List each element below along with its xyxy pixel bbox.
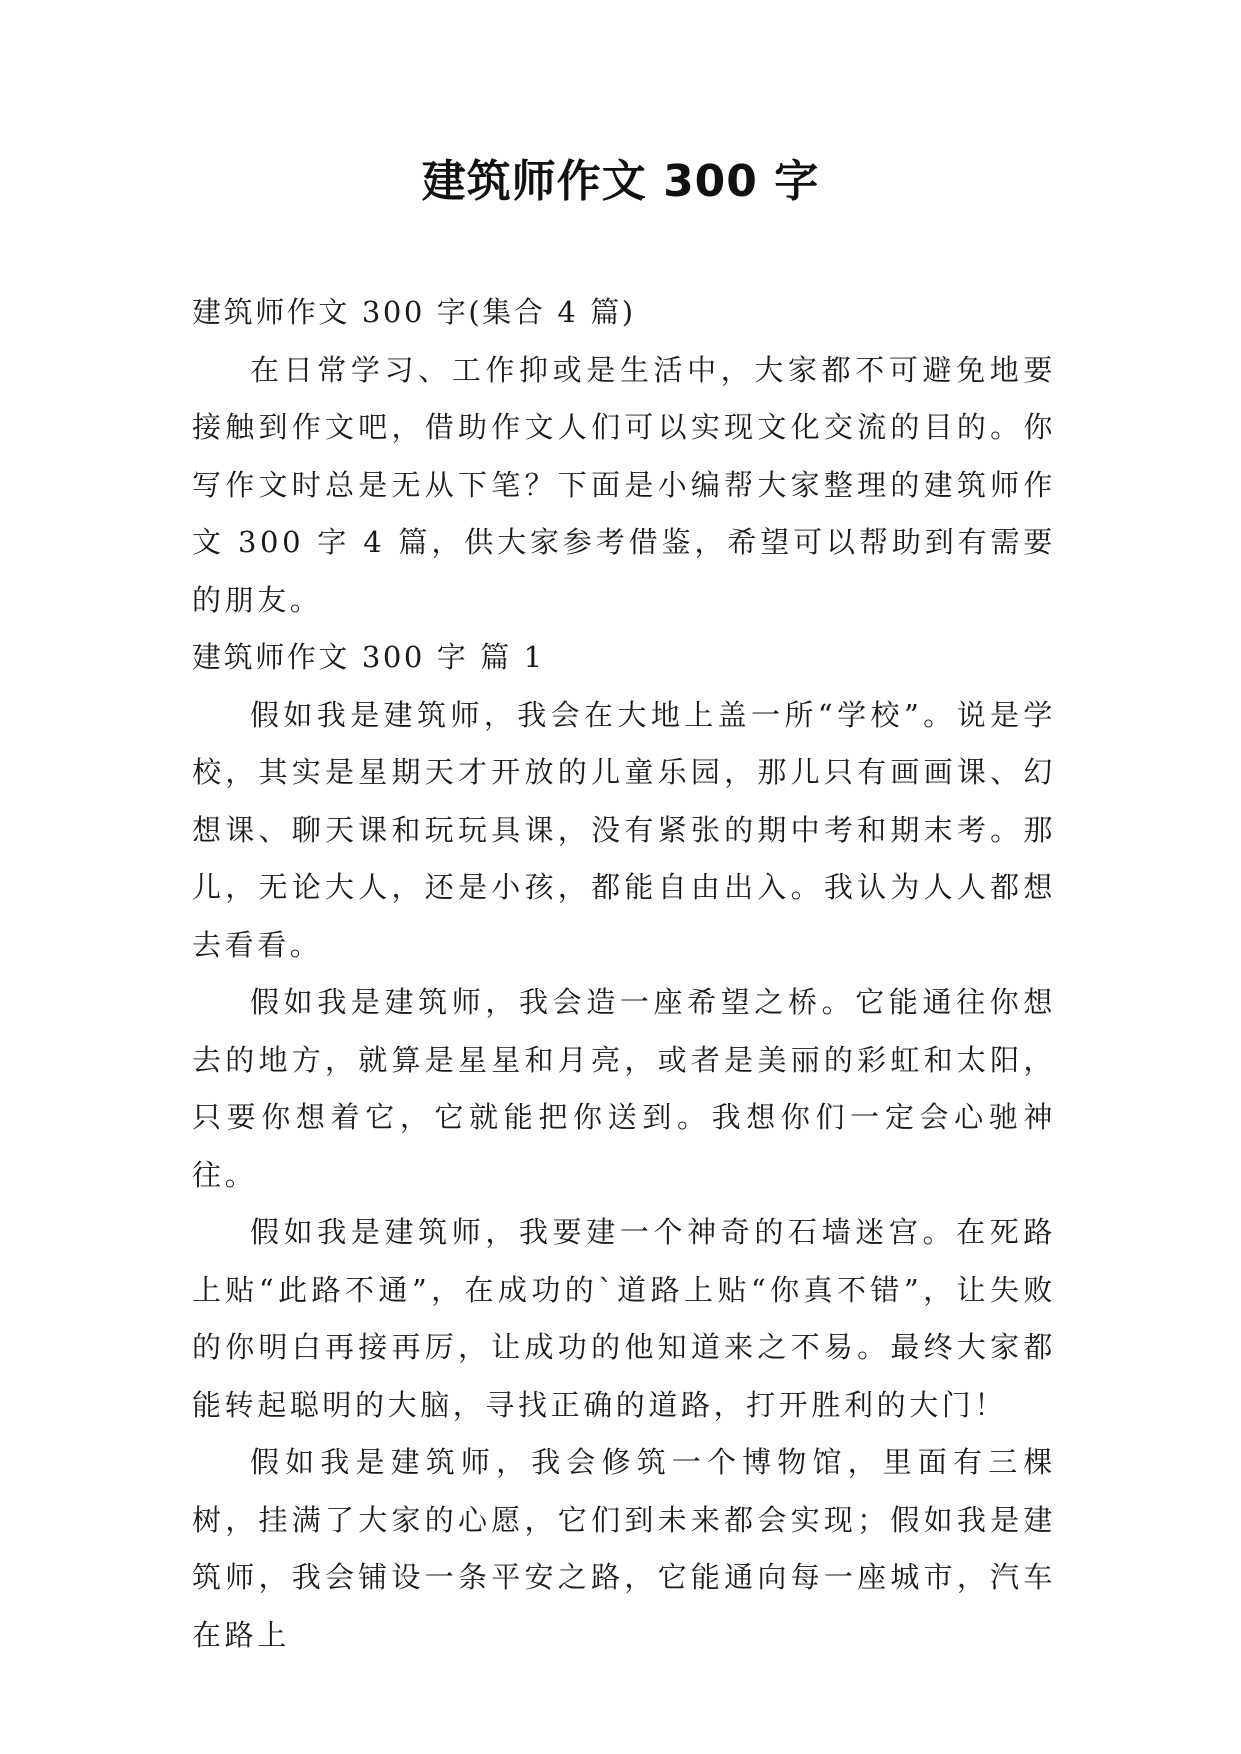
body-paragraph: 假如我是建筑师，我要建一个神奇的石墙迷宫。在死路上贴“此路不通”，在成功的`道路上贴“你真不错”，让失败的你明白再接再厉，让成功的他知道来之不易。最终大家都能转起聪明的大脑，寻找正确的道路，打开胜利的大门！ — [192, 1215, 1056, 1422]
body-paragraph: 假如我是建筑师，我会修筑一个博物馆，里面有三棵树，挂满了大家的心愿，它们到未来都会实现；假如我是建筑师，我会铺设一条平安之路，它能通向每一座城市，汽车在路上 — [192, 1445, 1056, 1652]
section-heading: 建筑师作文 300 字 篇 1 — [192, 640, 545, 674]
body-paragraph: 假如我是建筑师，我会在大地上盖一所“学校”。说是学校，其实是星期天才开放的儿童乐园，那儿只有画画课、幻想课、聊天课和玩玩具课，没有紧张的期中考和期末考。那儿，无论大人，还是小孩，都能自由出入。我认为人人都想去看看。 — [192, 697, 1056, 962]
document-subtitle: 建筑师作文 300 字(集合 4 篇) — [192, 295, 636, 329]
document-body — [192, 284, 1056, 1664]
body-paragraph: 假如我是建筑师，我会造一座希望之桥。它能通往你想去的地方，就算是星星和月亮，或者是美丽的彩虹和太阳，只要你想着它，它就能把你送到。我想你们一定会心驰神往。 — [192, 985, 1056, 1192]
intro-paragraph: 在日常学习、工作抑或是生活中，大家都不可避免地要接触到作文吧，借助作文人们可以实现文化交流的目的。你写作文时总是无从下笔？下面是小编帮大家整理的建筑师作文 300 字 4 篇，供大家参考借鉴，希望可以帮助到有需要的朋友。 — [192, 352, 1056, 617]
document-title: 建筑师作文 300 字 — [421, 156, 820, 207]
